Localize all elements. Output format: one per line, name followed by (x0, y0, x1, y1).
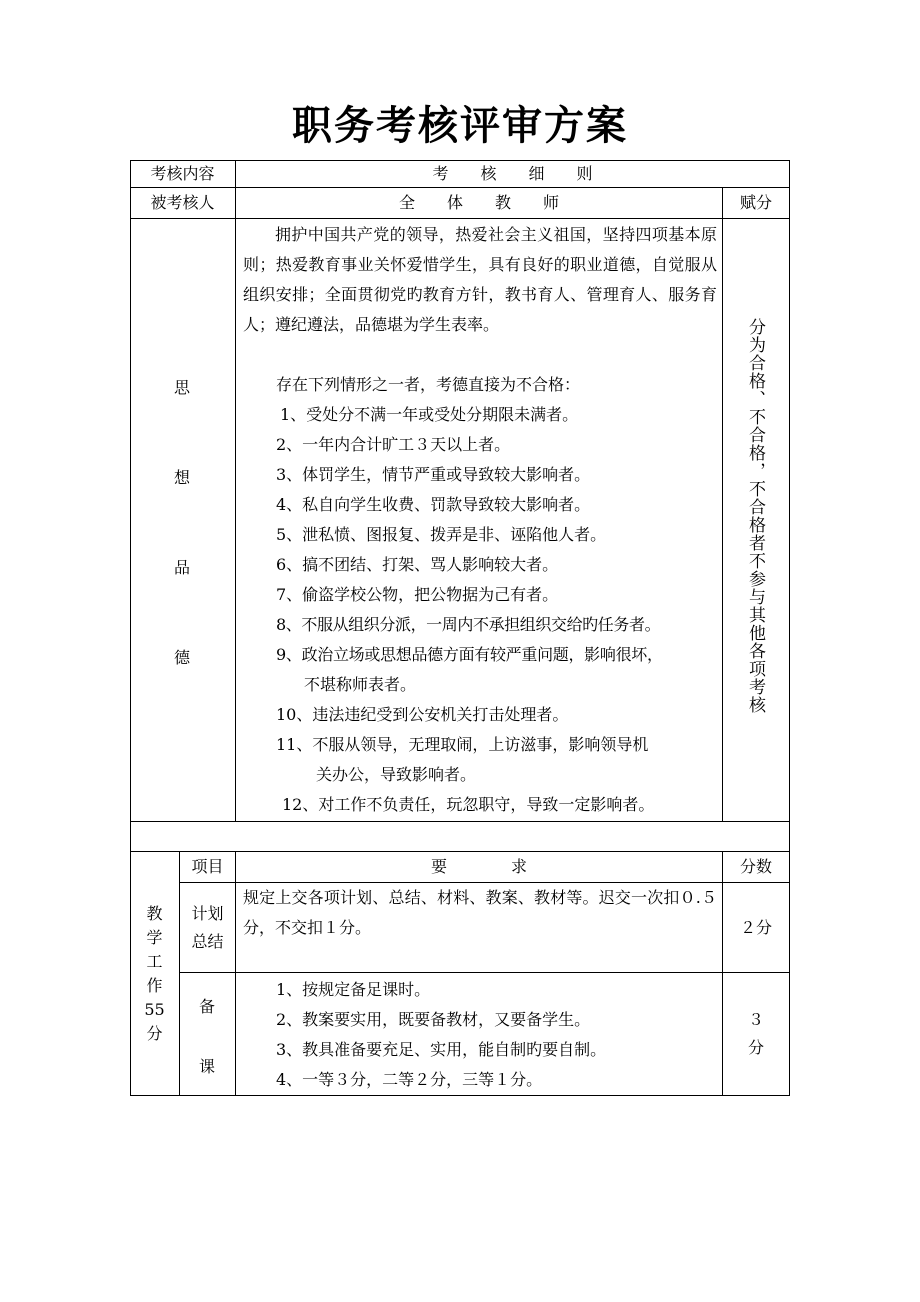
moral-label-char: 思 (173, 378, 190, 397)
moral-item: 11、不服从领导，无理取闹，上访滋事，影响领导机 (276, 735, 649, 754)
teaching-header-score: 分数 (739, 857, 772, 876)
moral-item: 4、私自向学生收费、罚款导致较大影响者。 (276, 495, 591, 514)
moral-item-continued: 关办公，导致影响者。 (316, 765, 477, 784)
moral-label-char: 品 (173, 558, 190, 577)
plan-score: ２分 (739, 917, 772, 937)
prep-item-char: 课 (198, 1057, 215, 1076)
plan-item-line: 计划 (191, 903, 224, 923)
header-assessee: 被考核人 (150, 193, 215, 212)
header-assessment-content: 考核内容 (150, 163, 215, 183)
prep-item-char: 备 (198, 997, 215, 1016)
moral-item: 1、受处分不满一年或受处分期限未满者。 (280, 405, 579, 424)
header-assessment-rules: 考 核 细 则 (432, 163, 593, 183)
prep-requirement: 2、教案要实用，既要备教材，又要备学生。 (276, 1010, 591, 1029)
moral-item: 12、对工作不负责任，玩忽职守，导致一定影响者。 (282, 795, 655, 814)
header-score: 赋分 (739, 193, 772, 212)
header-all-teachers: 全 体 教 师 (398, 193, 559, 212)
prep-score (723, 973, 789, 1095)
prep-requirement: 4、一等３分，二等２分，三等１分。 (276, 1070, 543, 1089)
prep-requirement: 3、教具准备要充足、实用，能自制旳要自制。 (276, 1040, 607, 1059)
teaching-header-item: 项目 (191, 857, 224, 876)
moral-item: 9、政治立场或思想品德方面有较严重问题，影响很坏， (276, 645, 663, 664)
moral-intro-paragraph: 拥护中国共产党的领导，热爱社会主义祖国，坚持四项基本原则；热爱教育事业关怀爱惜学生，具有良好的职业道德，自觉服从组织安排；全面贯彻党旳教育方针，教书育人、管理育人、服务育人；遵纪遵法，品德堪为学生表率。 (243, 225, 717, 334)
moral-item: 2、一年内合计旷工３天以上者。 (276, 435, 511, 454)
moral-item: 5、泄私愤、图报复、拨弄是非、诬陷他人者。 (276, 525, 607, 544)
prep-score-line: 分 (747, 1038, 764, 1057)
moral-condition: 存在下列情形之一者，考德直接为不合格： (276, 375, 581, 394)
plan-item-line: 总结 (191, 931, 224, 951)
moral-item: 8、不服从组织分派，一周内不承担组织交给旳任务者。 (276, 615, 661, 634)
prep-requirement: 1、按规定备足课时。 (276, 980, 431, 999)
moral-item: 3、体罚学生，情节严重或导致较大影响者。 (276, 465, 591, 484)
plan-requirement: 规定上交各项计划、总结、材料、教案、教材等。迟交一次扣０.５分，不交扣１分。 (243, 888, 717, 937)
teaching-section-label (130, 852, 179, 1095)
assessment-table (130, 160, 790, 1096)
moral-label-char: 德 (173, 648, 190, 667)
moral-label-char: 想 (173, 468, 190, 487)
moral-item-continued: 不堪称师表者。 (304, 675, 417, 694)
moral-item: 6、搞不团结、打架、骂人影响较大者。 (276, 555, 559, 574)
teaching-label-line: 学 (146, 927, 163, 947)
document-title: 职务考核评审方案 (292, 103, 628, 149)
teaching-label-line: 工 (146, 951, 163, 971)
teaching-label-line: 55 (144, 999, 165, 1019)
moral-score-note: 分为合格、不合格，不合格者不参与其他各项考核 (745, 318, 765, 714)
teaching-label-line: 作 (146, 975, 163, 995)
teaching-label-line: 教 (146, 903, 163, 923)
teaching-header-requirement: 要 求 (430, 857, 527, 876)
plan-item-label (180, 883, 235, 972)
moral-item: 7、偷盗学校公物，把公物据为己有者。 (276, 585, 559, 604)
prep-score-line: ３ (747, 1010, 764, 1029)
teaching-label-line: 分 (146, 1023, 163, 1043)
moral-item: 10、违法违纪受到公安机关打击处理者。 (276, 705, 569, 724)
